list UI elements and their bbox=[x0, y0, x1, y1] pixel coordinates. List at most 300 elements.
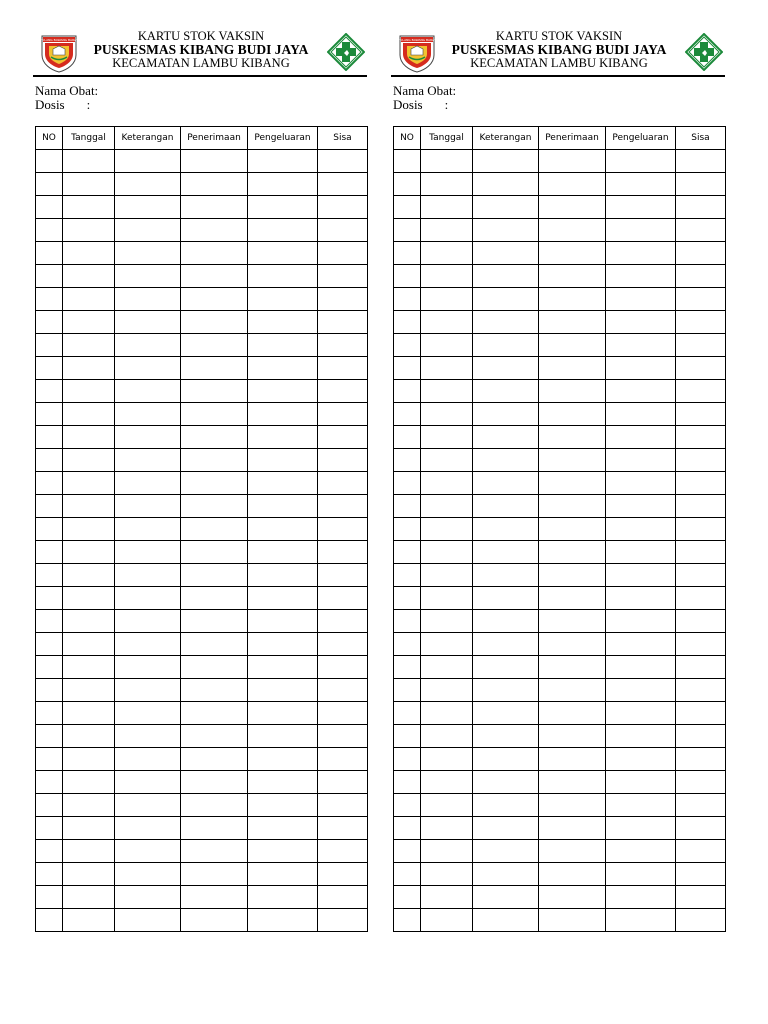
table-cell bbox=[539, 173, 606, 196]
table-row bbox=[394, 311, 726, 334]
table-cell bbox=[394, 587, 421, 610]
table-row bbox=[36, 587, 368, 610]
table-cell bbox=[63, 288, 115, 311]
table-cell bbox=[473, 357, 539, 380]
table-cell bbox=[181, 633, 248, 656]
table-cell bbox=[539, 518, 606, 541]
table-cell bbox=[248, 150, 318, 173]
table-row bbox=[36, 196, 368, 219]
table-cell bbox=[181, 150, 248, 173]
table-cell bbox=[181, 656, 248, 679]
table-cell bbox=[248, 288, 318, 311]
table-cell bbox=[115, 771, 181, 794]
table-cell bbox=[394, 403, 421, 426]
table-cell bbox=[473, 403, 539, 426]
table-cell bbox=[115, 380, 181, 403]
table-cell bbox=[606, 840, 676, 863]
table-row bbox=[36, 748, 368, 771]
table-cell bbox=[63, 725, 115, 748]
table-cell bbox=[539, 633, 606, 656]
table-cell bbox=[36, 242, 63, 265]
table-cell bbox=[115, 311, 181, 334]
table-cell bbox=[318, 334, 368, 357]
table-row bbox=[36, 840, 368, 863]
table-cell bbox=[539, 311, 606, 334]
district-name: KECAMATAN LAMBU KIBANG bbox=[470, 56, 648, 70]
table-cell bbox=[676, 219, 726, 242]
table-cell bbox=[248, 311, 318, 334]
table-cell bbox=[539, 610, 606, 633]
table-cell bbox=[606, 564, 676, 587]
table-cell bbox=[318, 495, 368, 518]
table-cell bbox=[676, 610, 726, 633]
institution-name: PUSKESMAS KIBANG BUDI JAYA bbox=[451, 42, 667, 57]
table-cell bbox=[318, 541, 368, 564]
regency-shield-icon bbox=[398, 33, 436, 73]
table-cell bbox=[676, 794, 726, 817]
table-cell bbox=[318, 380, 368, 403]
table-cell bbox=[421, 150, 473, 173]
table-row bbox=[36, 886, 368, 909]
table-cell bbox=[606, 426, 676, 449]
table-cell bbox=[181, 541, 248, 564]
table-cell bbox=[394, 840, 421, 863]
table-row bbox=[36, 794, 368, 817]
table-cell bbox=[676, 311, 726, 334]
table-row bbox=[394, 656, 726, 679]
table-cell bbox=[421, 564, 473, 587]
column-header-tanggal: Tanggal bbox=[421, 127, 473, 150]
regency-shield-icon bbox=[40, 33, 78, 73]
table-cell bbox=[473, 265, 539, 288]
header-rule bbox=[33, 75, 367, 77]
table-cell bbox=[473, 449, 539, 472]
table-row bbox=[394, 380, 726, 403]
table-cell bbox=[421, 748, 473, 771]
table-cell bbox=[394, 173, 421, 196]
table-cell bbox=[473, 242, 539, 265]
logo-lettering: TULANG BAWANG BARAT bbox=[40, 38, 78, 42]
table-cell bbox=[676, 909, 726, 932]
table-cell bbox=[115, 748, 181, 771]
table-body bbox=[394, 150, 726, 932]
table-cell bbox=[539, 196, 606, 219]
table-cell bbox=[63, 311, 115, 334]
card-header bbox=[391, 0, 725, 80]
stock-table bbox=[35, 126, 368, 932]
table-row bbox=[36, 771, 368, 794]
table-cell bbox=[181, 196, 248, 219]
table-row bbox=[394, 702, 726, 725]
table-cell bbox=[63, 541, 115, 564]
table-cell bbox=[36, 311, 63, 334]
table-cell bbox=[421, 334, 473, 357]
table-cell bbox=[63, 840, 115, 863]
table-row bbox=[394, 403, 726, 426]
table-cell bbox=[473, 656, 539, 679]
table-cell bbox=[473, 334, 539, 357]
table-cell bbox=[676, 587, 726, 610]
table-cell bbox=[63, 173, 115, 196]
table-row bbox=[394, 150, 726, 173]
table-row bbox=[394, 265, 726, 288]
table-cell bbox=[63, 495, 115, 518]
table-cell bbox=[539, 886, 606, 909]
table-cell bbox=[248, 633, 318, 656]
dosis-label: Dosis bbox=[393, 97, 423, 112]
logo-lettering: TULANG BAWANG BARAT bbox=[398, 38, 436, 42]
table-row bbox=[394, 840, 726, 863]
table-cell bbox=[63, 702, 115, 725]
table-cell bbox=[539, 541, 606, 564]
table-row bbox=[394, 564, 726, 587]
table-cell bbox=[181, 771, 248, 794]
table-cell bbox=[473, 679, 539, 702]
table-row bbox=[394, 541, 726, 564]
table-cell bbox=[181, 817, 248, 840]
table-cell bbox=[606, 357, 676, 380]
table-row bbox=[36, 610, 368, 633]
table-cell bbox=[473, 587, 539, 610]
nama-obat-label: Nama Obat: bbox=[393, 83, 457, 98]
table-cell bbox=[421, 656, 473, 679]
table-cell bbox=[606, 380, 676, 403]
table-cell bbox=[606, 794, 676, 817]
table-cell bbox=[394, 472, 421, 495]
table-cell bbox=[36, 771, 63, 794]
table-cell bbox=[63, 518, 115, 541]
table-row bbox=[36, 219, 368, 242]
table-cell bbox=[473, 886, 539, 909]
table-cell bbox=[115, 518, 181, 541]
table-cell bbox=[606, 909, 676, 932]
table-cell bbox=[63, 771, 115, 794]
table-cell bbox=[248, 725, 318, 748]
table-cell bbox=[539, 794, 606, 817]
table-row bbox=[394, 909, 726, 932]
table-cell bbox=[394, 817, 421, 840]
table-cell bbox=[421, 219, 473, 242]
table-cell bbox=[181, 886, 248, 909]
table-cell bbox=[63, 334, 115, 357]
table-cell bbox=[248, 794, 318, 817]
table-row bbox=[36, 426, 368, 449]
table-row bbox=[36, 357, 368, 380]
table-cell bbox=[63, 794, 115, 817]
table-row bbox=[394, 817, 726, 840]
table-cell bbox=[676, 656, 726, 679]
table-cell bbox=[36, 288, 63, 311]
table-row bbox=[36, 679, 368, 702]
table-cell bbox=[394, 794, 421, 817]
table-cell bbox=[63, 610, 115, 633]
table-body bbox=[36, 150, 368, 932]
table-cell bbox=[421, 541, 473, 564]
table-cell bbox=[318, 771, 368, 794]
table-cell bbox=[63, 863, 115, 886]
table-cell bbox=[318, 426, 368, 449]
table-row bbox=[36, 817, 368, 840]
table-cell bbox=[115, 196, 181, 219]
table-row bbox=[394, 288, 726, 311]
table-cell bbox=[539, 817, 606, 840]
table-cell bbox=[473, 725, 539, 748]
table-cell bbox=[63, 380, 115, 403]
table-cell bbox=[181, 265, 248, 288]
table-cell bbox=[181, 380, 248, 403]
table-cell bbox=[394, 541, 421, 564]
table-cell bbox=[676, 196, 726, 219]
table-cell bbox=[248, 771, 318, 794]
table-cell bbox=[473, 840, 539, 863]
table-cell bbox=[676, 863, 726, 886]
table-cell bbox=[248, 886, 318, 909]
table-cell bbox=[318, 564, 368, 587]
table-cell bbox=[539, 564, 606, 587]
table-cell bbox=[539, 702, 606, 725]
table-cell bbox=[539, 748, 606, 771]
table-cell bbox=[36, 150, 63, 173]
table-cell bbox=[36, 610, 63, 633]
table-cell bbox=[606, 587, 676, 610]
nama-obat-label: Nama Obat: bbox=[35, 83, 99, 98]
table-cell bbox=[676, 334, 726, 357]
column-header-keterangan: Keterangan bbox=[473, 127, 539, 150]
table-cell bbox=[394, 495, 421, 518]
table-cell bbox=[115, 863, 181, 886]
table-cell bbox=[421, 495, 473, 518]
table-cell bbox=[606, 173, 676, 196]
table-cell bbox=[63, 748, 115, 771]
table-cell bbox=[63, 633, 115, 656]
table-cell bbox=[115, 702, 181, 725]
table-cell bbox=[181, 840, 248, 863]
table-cell bbox=[36, 748, 63, 771]
table-cell bbox=[473, 495, 539, 518]
table-cell bbox=[36, 334, 63, 357]
table-cell bbox=[181, 748, 248, 771]
table-cell bbox=[36, 173, 63, 196]
table-cell bbox=[36, 587, 63, 610]
table-cell bbox=[473, 610, 539, 633]
table-cell bbox=[248, 587, 318, 610]
table-cell bbox=[421, 702, 473, 725]
table-cell bbox=[473, 196, 539, 219]
column-header-no: NO bbox=[394, 127, 421, 150]
table-cell bbox=[181, 863, 248, 886]
table-cell bbox=[63, 150, 115, 173]
table-cell bbox=[318, 679, 368, 702]
table-cell bbox=[63, 886, 115, 909]
table-cell bbox=[473, 564, 539, 587]
table-cell bbox=[394, 702, 421, 725]
table-cell bbox=[421, 173, 473, 196]
header-rule bbox=[391, 75, 725, 77]
table-row bbox=[36, 288, 368, 311]
table-cell bbox=[676, 150, 726, 173]
table-cell bbox=[676, 472, 726, 495]
table-cell bbox=[539, 288, 606, 311]
table-cell bbox=[115, 288, 181, 311]
district-name: KECAMATAN LAMBU KIBANG bbox=[112, 56, 290, 70]
table-cell bbox=[248, 173, 318, 196]
table-cell bbox=[539, 495, 606, 518]
table-cell bbox=[394, 288, 421, 311]
table-cell bbox=[539, 242, 606, 265]
table-cell bbox=[181, 219, 248, 242]
puskesmas-cross-icon bbox=[685, 33, 723, 71]
table-cell bbox=[676, 633, 726, 656]
table-row bbox=[394, 610, 726, 633]
table-cell bbox=[606, 150, 676, 173]
table-cell bbox=[394, 426, 421, 449]
table-cell bbox=[394, 449, 421, 472]
column-header-tanggal: Tanggal bbox=[63, 127, 115, 150]
table-cell bbox=[606, 725, 676, 748]
table-row bbox=[394, 863, 726, 886]
table-cell bbox=[248, 357, 318, 380]
table-cell bbox=[181, 909, 248, 932]
table-cell bbox=[676, 771, 726, 794]
puskesmas-cross-icon bbox=[327, 33, 365, 71]
table-cell bbox=[181, 173, 248, 196]
table-cell bbox=[318, 242, 368, 265]
table-cell bbox=[63, 587, 115, 610]
table-cell bbox=[115, 587, 181, 610]
table-cell bbox=[606, 518, 676, 541]
table-cell bbox=[394, 656, 421, 679]
dosis-colon: : bbox=[444, 97, 449, 112]
table-cell bbox=[606, 495, 676, 518]
table-cell bbox=[36, 702, 63, 725]
table-cell bbox=[36, 472, 63, 495]
table-cell bbox=[394, 334, 421, 357]
table-cell bbox=[394, 748, 421, 771]
table-header-row bbox=[36, 127, 368, 150]
table-cell bbox=[606, 748, 676, 771]
table-cell bbox=[676, 403, 726, 426]
table-cell bbox=[115, 794, 181, 817]
table-row bbox=[394, 449, 726, 472]
table-cell bbox=[115, 541, 181, 564]
table-row bbox=[394, 242, 726, 265]
table-cell bbox=[36, 564, 63, 587]
table-row bbox=[36, 334, 368, 357]
table-row bbox=[36, 311, 368, 334]
table-cell bbox=[539, 449, 606, 472]
table-row bbox=[36, 472, 368, 495]
table-cell bbox=[36, 518, 63, 541]
table-row bbox=[36, 725, 368, 748]
table-cell bbox=[676, 426, 726, 449]
table-cell bbox=[115, 610, 181, 633]
table-cell bbox=[248, 449, 318, 472]
table-row bbox=[394, 748, 726, 771]
table-cell bbox=[473, 288, 539, 311]
table-cell bbox=[36, 679, 63, 702]
table-cell bbox=[676, 357, 726, 380]
table-row bbox=[36, 242, 368, 265]
table-cell bbox=[394, 725, 421, 748]
column-header-pengeluaran: Pengeluaran bbox=[606, 127, 676, 150]
table-cell bbox=[421, 288, 473, 311]
table-cell bbox=[248, 541, 318, 564]
table-cell bbox=[473, 219, 539, 242]
table-cell bbox=[473, 909, 539, 932]
table-cell bbox=[394, 196, 421, 219]
table-cell bbox=[63, 679, 115, 702]
table-cell bbox=[394, 633, 421, 656]
table-row bbox=[394, 886, 726, 909]
table-cell bbox=[115, 840, 181, 863]
table-cell bbox=[539, 426, 606, 449]
table-cell bbox=[248, 518, 318, 541]
table-cell bbox=[248, 702, 318, 725]
table-cell bbox=[318, 656, 368, 679]
table-cell bbox=[318, 472, 368, 495]
table-cell bbox=[539, 656, 606, 679]
dosis-line bbox=[35, 97, 90, 113]
table-cell bbox=[421, 587, 473, 610]
table-cell bbox=[318, 748, 368, 771]
table-cell bbox=[318, 610, 368, 633]
table-cell bbox=[63, 219, 115, 242]
table-row bbox=[36, 541, 368, 564]
column-header-keterangan: Keterangan bbox=[115, 127, 181, 150]
table-cell bbox=[318, 173, 368, 196]
table-cell bbox=[606, 403, 676, 426]
table-cell bbox=[63, 265, 115, 288]
table-cell bbox=[473, 150, 539, 173]
table-cell bbox=[63, 817, 115, 840]
table-cell bbox=[181, 403, 248, 426]
table-cell bbox=[676, 242, 726, 265]
table-cell bbox=[181, 564, 248, 587]
table-cell bbox=[606, 472, 676, 495]
table-cell bbox=[606, 610, 676, 633]
table-cell bbox=[394, 564, 421, 587]
table-cell bbox=[539, 334, 606, 357]
table-cell bbox=[421, 380, 473, 403]
table-cell bbox=[606, 242, 676, 265]
table-cell bbox=[539, 840, 606, 863]
table-cell bbox=[394, 771, 421, 794]
table-cell bbox=[115, 909, 181, 932]
table-cell bbox=[248, 426, 318, 449]
table-cell bbox=[36, 403, 63, 426]
table-cell bbox=[421, 863, 473, 886]
stock-card-right bbox=[391, 0, 725, 143]
card-header bbox=[33, 0, 367, 80]
table-cell bbox=[248, 495, 318, 518]
table-cell bbox=[248, 679, 318, 702]
table-cell bbox=[473, 771, 539, 794]
table-cell bbox=[36, 633, 63, 656]
table-cell bbox=[606, 679, 676, 702]
table-cell bbox=[115, 495, 181, 518]
table-cell bbox=[115, 656, 181, 679]
table-cell bbox=[676, 679, 726, 702]
table-cell bbox=[676, 265, 726, 288]
table-cell bbox=[421, 311, 473, 334]
table-cell bbox=[394, 219, 421, 242]
table-cell bbox=[318, 633, 368, 656]
table-row bbox=[394, 725, 726, 748]
table-cell bbox=[606, 702, 676, 725]
table-row bbox=[394, 495, 726, 518]
table-row bbox=[36, 380, 368, 403]
table-cell bbox=[318, 909, 368, 932]
